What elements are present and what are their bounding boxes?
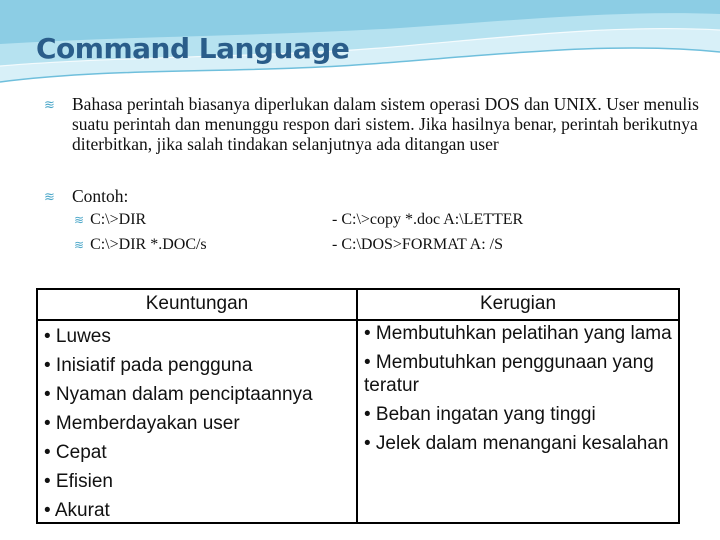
list-item: • Inisiatif pada pengguna [44, 355, 253, 376]
list-item: • Nyaman dalam penciptaannya [44, 384, 313, 405]
list-item: • Akurat [44, 500, 110, 521]
bullet-text: Bahasa perintah biasanya diperlukan dalam sistem operasi DOS dan UNIX. User menulis suatu perintah dan menunggu respon dari sistem. Jika hasilnya benar, perintah berikutnya diterbitkan, jika salah tindakan selanjutnya ada ditangan user [72, 94, 699, 154]
list-item: • Memberdayakan user [44, 413, 240, 434]
wave-bullet-icon: ≋ [44, 98, 55, 113]
comparison-table [36, 288, 680, 524]
example-item [74, 235, 207, 255]
wave-bullet-icon: ≋ [74, 238, 85, 252]
list-item: • Jelek dalam menangani kesalahan [364, 433, 669, 454]
list-item: • Membutuhkan pelatihan yang lama [364, 323, 672, 344]
slide-title: Command Language [36, 32, 350, 65]
example-text: C:\>DIR [90, 211, 147, 228]
example-item: - C:\DOS>FORMAT A: /S [332, 236, 503, 253]
list-item: • Efisien [44, 471, 113, 492]
column-divider [356, 290, 358, 522]
disadvantages-list [364, 322, 674, 461]
header-divider [38, 319, 678, 321]
example-item [74, 210, 146, 230]
bullet-examples [44, 186, 704, 206]
wave-bullet-icon: ≋ [74, 213, 85, 227]
list-item: • Membutuhkan penggunaan yang teratur [364, 352, 654, 396]
bullet-description [44, 94, 704, 154]
header-disadvantages: Kerugian [479, 293, 557, 314]
list-item: • Luwes [44, 326, 111, 347]
advantages-list [44, 322, 352, 525]
list-item: • Cepat [44, 442, 107, 463]
header-advantages: Keuntungan [145, 293, 249, 314]
wave-bullet-icon: ≋ [44, 190, 55, 205]
example-text: C:\>DIR *.DOC/s [90, 236, 207, 253]
bullet-text: Contoh: [72, 186, 129, 206]
list-item: • Beban ingatan yang tinggi [364, 404, 596, 425]
example-item: - C:\>copy *.doc A:\LETTER [332, 211, 524, 228]
